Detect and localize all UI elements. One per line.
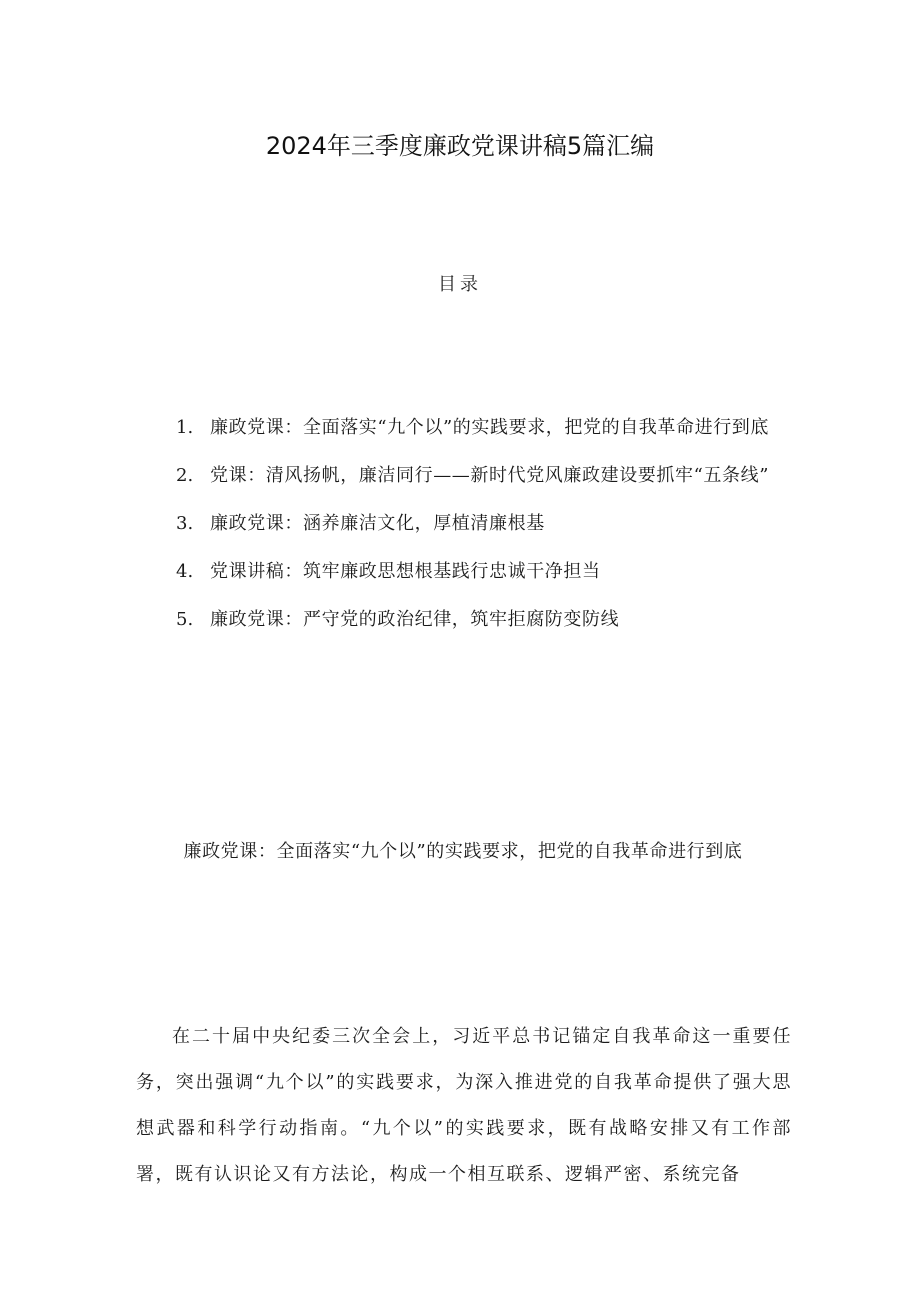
toc-item-text: 廉政党课：全面落实“九个以”的实践要求，把党的自我革命进行到底 xyxy=(210,417,770,438)
toc-item-text: 党课讲稿：筑牢廉政思想根基践行忠诚干净担当 xyxy=(210,561,601,582)
table-of-contents xyxy=(176,404,796,644)
toc-item-2[interactable] xyxy=(176,452,796,500)
document-title: 2024年三季度廉政党课讲稿5篇汇编 xyxy=(265,132,655,160)
toc-item-number: 2. xyxy=(176,465,194,486)
toc-item-number: 4. xyxy=(176,561,194,582)
toc-item-text: 廉政党课：严守党的政治纪律，筑牢拒腐防变防线 xyxy=(210,609,620,630)
toc-item-number: 1. xyxy=(176,417,194,438)
toc-heading: 目录 xyxy=(438,274,482,295)
toc-item-1[interactable] xyxy=(176,404,796,452)
toc-item-3[interactable] xyxy=(176,500,796,548)
body-paragraph: 在二十届中央纪委三次全会上，习近平总书记锚定自我革命这一重要任务，突出强调“九个以”的实践要求，为深入推进党的自我革命提供了强大思想武器和科学行动指南。“九个以”的实践要求，既有战略安排又有工作部署，既有认识论又有方法论，构成一个相互联系、逻辑严密、系统完备 xyxy=(136,1026,792,1185)
toc-item-4[interactable] xyxy=(176,548,796,596)
toc-item-text: 廉政党课：涵养廉洁文化，厚植清廉根基 xyxy=(210,513,545,534)
toc-item-text: 党课：清风扬帆，廉洁同行——新时代党风廉政建设要抓牢“五条线” xyxy=(210,465,770,486)
toc-item-number: 3. xyxy=(176,513,194,534)
toc-item-5[interactable] xyxy=(176,596,796,644)
toc-item-number: 5. xyxy=(176,609,194,630)
section-title: 廉政党课：全面落实“九个以”的实践要求，把党的自我革命进行到底 xyxy=(183,841,743,862)
